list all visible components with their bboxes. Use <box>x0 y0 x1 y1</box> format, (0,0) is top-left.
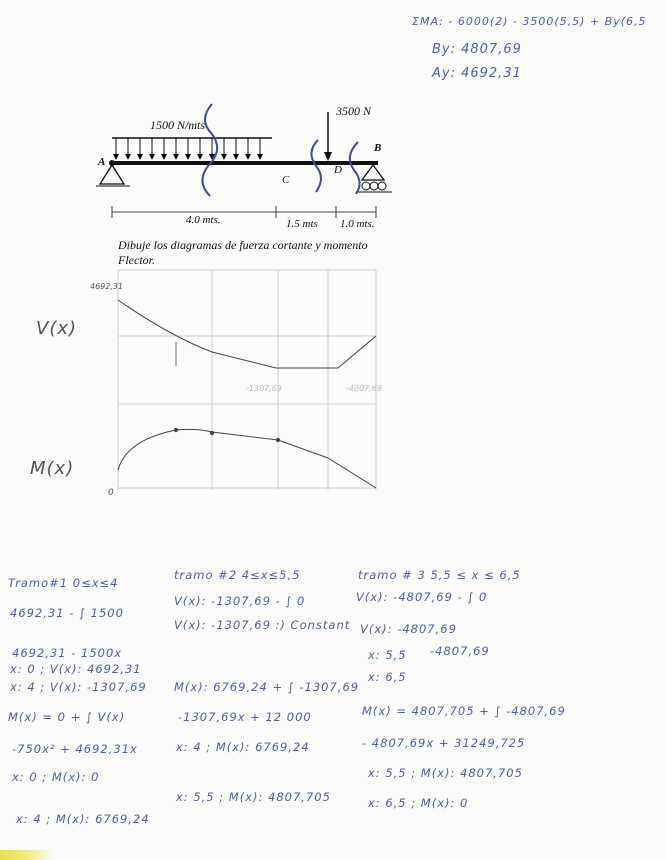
tramo1-title: Tramo#1 0≤x≤4 <box>8 576 119 590</box>
ay-reaction: Ay: 4692,31 <box>432 66 522 81</box>
point-load-label: 3500 N <box>336 104 372 118</box>
instruction-line-1: Dibuje los diagramas de fuerza cortante y momento <box>118 238 368 252</box>
shear-mid-value: -1307,69 <box>246 384 282 393</box>
moment-curve <box>118 428 376 488</box>
moment-zero: 0 <box>108 488 115 498</box>
tramo1-line7: x: 0 ; M(x): 0 <box>12 770 100 784</box>
tramo3-line5: M(x) = 4807,705 + ∫ -4807,69 <box>362 704 566 718</box>
tramo2-line5: x: 4 ; M(x): 6769,24 <box>176 740 310 754</box>
tramo2-title: tramo #2 4≤x≤5,5 <box>174 568 301 582</box>
tramo2-line6: x: 5,5 ; M(x): 4807,705 <box>176 790 331 804</box>
moment-label: M(x) <box>30 458 75 479</box>
paper-edge <box>0 850 666 860</box>
tramo3-title: tramo # 3 5,5 ≤ x ≤ 6,5 <box>358 568 521 582</box>
by-reaction: By: 4807,69 <box>432 42 522 57</box>
shear-start-value: 4692,31 <box>90 282 124 291</box>
label-d: D <box>334 164 342 176</box>
label-a: A <box>98 156 106 168</box>
tramo1-line6: -750x² + 4692,31x <box>12 742 138 756</box>
dimension-1-5m: 1.5 mts <box>286 218 318 230</box>
label-b: B <box>374 142 382 154</box>
tramo2-line1: V(x): -1307,69 - ∫ 0 <box>174 594 306 608</box>
tramo3-line6: - 4807,69x + 31249,725 <box>362 736 526 750</box>
shear-end-value: -4807,69 <box>346 384 382 393</box>
tramo3-line2: V(x): -4807,69 <box>360 622 457 636</box>
dimension-1m: 1.0 mts. <box>340 218 375 230</box>
shear-label: V(x) <box>36 318 78 339</box>
shear-curve <box>118 300 376 368</box>
tramo3-line3: x: 5,5 <box>368 648 407 662</box>
label-c: C <box>282 174 290 186</box>
moment-equation: ΣMA: - 6000(2) - 3500(5,5) + By(6,5 <box>412 15 647 28</box>
tramo3-line1: V(x): -4807,69 - ∫ 0 <box>356 590 488 604</box>
tramo1-line2: 4692,31 - 1500x <box>12 646 123 660</box>
distributed-load-label: 1500 N/mts <box>150 118 206 132</box>
tramo1-line4: x: 4 ; V(x): -1307,69 <box>10 680 147 694</box>
tramo3-line8: x: 6,5 ; M(x): 0 <box>368 796 469 810</box>
tramo3-line3b: -4807,69 <box>430 644 490 658</box>
tramo1-line3: x: 0 ; V(x): 4692,31 <box>10 662 142 676</box>
tramo2-line2: V(x): -1307,69 :) Constant <box>174 618 351 632</box>
tramo1-line5: M(x) = 0 + ∫ V(x) <box>8 710 126 724</box>
instruction-line-2: Flector. <box>118 253 155 267</box>
tramo1-line1: 4692,31 - ∫ 1500 <box>10 606 124 620</box>
tramo2-line4: -1307,69x + 12 000 <box>178 710 312 724</box>
tramo2-line3: M(x): 6769,24 + ∫ -1307,69 <box>174 680 360 694</box>
tramo3-line4: x: 6,5 <box>368 670 407 684</box>
dimension-4m: 4.0 mts. <box>186 214 221 226</box>
tramo3-line7: x: 5,5 ; M(x): 4807,705 <box>368 766 523 780</box>
tramo1-line8: x: 4 ; M(x): 6769,24 <box>16 812 150 826</box>
diagram-grid <box>118 270 376 490</box>
